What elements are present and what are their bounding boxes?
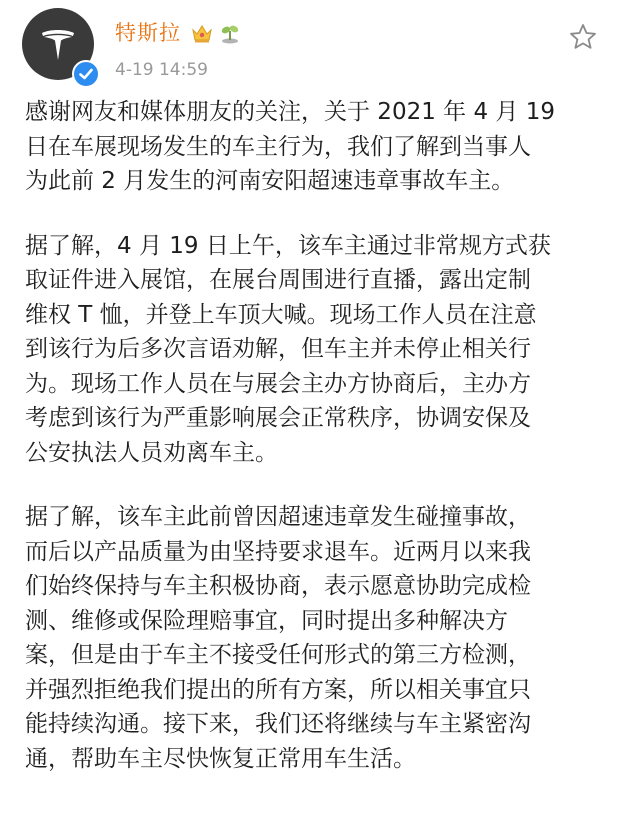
verified-check-icon	[72, 60, 100, 88]
post-paragraph: 据了解，该车主此前曾因超速违章发生碰撞事故， 而后以产品质量为由坚持要求退车。近两月以来我 们始终保持与车主积极协商，表示愿意协助完成检 测、维修或保险理赔事宜，同时提出多种解决方 案，但是由于车主不接受任何形式的第三方检测， 并强烈拒绝我们提出的所有方案，所以相关事宜只 能持续沟通。接下来，我们还将继续与车主紧密沟 通，帮助车主尽快恢复正常用车生活。	[25, 504, 531, 772]
post-paragraph: 感谢网友和媒体朋友的关注，关于 2021 年 4 月 19 日在车展现场发生的车主行为，我们了解到当事人 为此前 2 月发生的河南安阳超速违章事故车主。	[25, 99, 555, 194]
post-body	[25, 95, 605, 776]
plant-badge-icon[interactable]	[218, 21, 242, 45]
author-name[interactable]: 特斯拉	[115, 21, 181, 45]
avatar[interactable]	[22, 8, 100, 86]
post-paragraph: 据了解，4 月 19 日上午，该车主通过非常规方式获 取证件进入展馆，在展台周围进行直播，露出定制 维权 T 恤，并登上车顶大喊。现场工作人员在注意 到该行为后多次言语劝解，但车主并未停止相关行 为。现场工作人员在与展会主办方协商后，主办方 考虑到该行为严重影响展会正常秩序，协调安保及 公安执法人员劝离车主。	[25, 232, 551, 466]
post-header	[0, 0, 620, 95]
star-outline-icon[interactable]	[568, 22, 598, 52]
post-timestamp: 4-19 14:59	[115, 60, 208, 80]
crown-badge-icon[interactable]	[190, 21, 214, 45]
